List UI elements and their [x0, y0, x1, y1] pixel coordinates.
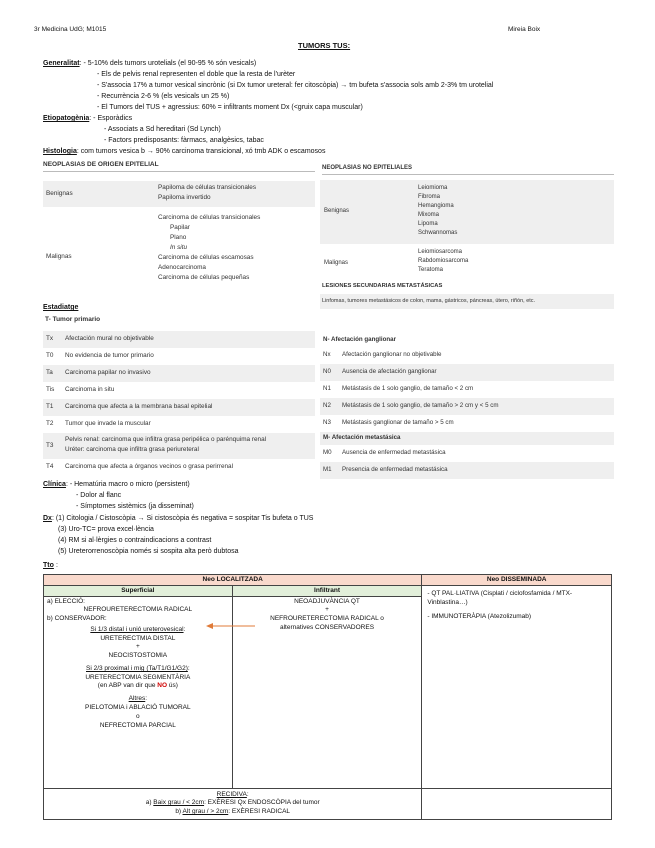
n-row-n3: N3 Metástasis ganglionar de tamaño > 5 cm [323, 419, 454, 426]
n-row-nx: Nx Afectación ganglionar no objetivable [323, 351, 442, 358]
no-epitelial-benign-3: Mixoma [418, 211, 440, 218]
epitelial-malign-2: Plano [170, 234, 187, 241]
generalitats-line-1: - Els de pelvis renal representen el doble que la resta de l'urèter [97, 71, 296, 78]
recidiva-a: a) Baix grau / < 2cm: EXÈRESI Qx ENDOSCÒPIA del tumor [145, 799, 320, 807]
disseminada-header: Neo DISSEMINADA [422, 575, 612, 586]
n-row-n0: N0 Ausencia de afectación ganglionar [320, 364, 614, 381]
disseminada-line-2: - IMMUNOTERÀPIA (Atezolizumab) [427, 612, 532, 620]
t-row-tx: Tx Afectación mural no objetivable [43, 331, 315, 348]
etiopatogenia-label: Etiopatogènia [43, 115, 90, 122]
no-epitelial-benign-4: Lipoma [418, 220, 438, 227]
clinica-line-0: : - Hematúria macro o micro (persistent) [65, 481, 190, 488]
clinica-label: Clínica [43, 481, 66, 488]
sup-altres-title: Altres [128, 695, 146, 703]
inf-line-2: NEFROURETERECTOMIA RADICAL o [270, 615, 384, 623]
t-row-ta: Ta Carcinoma papilar no invasivo [43, 365, 315, 382]
n-row-n2: N2 Metástasis de 1 solo ganglio, de tamaño > 2 cm y < 5 cm [320, 398, 614, 415]
sup-distal-2: NEOCISTOSTOMIA [108, 652, 168, 660]
epitelial-benign-1: Papiloma invertido [158, 194, 211, 201]
no-epitelial-malign-2: Teratoma [418, 266, 444, 273]
sup-a-label: a) ELECCIÓ: [47, 597, 85, 605]
clinica-line-2: - Símptomes sistèmics (ja disseminat) [76, 503, 194, 510]
histologia-section [43, 148, 325, 156]
no-epitelial-malign-list [418, 248, 468, 275]
generalitats-line-3: - Recurrència 2-6 % (els vesicals un 25 %) [97, 93, 230, 100]
etiopatogenia-line-1: - Associats a Sd hereditari (Sd Lynch) [104, 126, 221, 133]
recidiva-b: b) Alt grau / > 2cm: EXÈRESI RADICAL [175, 808, 291, 816]
sup-altres-2: NEFRECTOMIA PARCIAL [99, 721, 176, 729]
no-epitelial-malign-label: Malignas [324, 260, 349, 266]
epitelial-malign-label: Malignas [46, 253, 72, 260]
etiopatogenia-line-0: : - Esporàdics [89, 115, 133, 122]
epitelial-malign-4: Carcinoma de células escamosas [158, 254, 254, 261]
disseminada-line-1: - QT PAL·LIATIVA (Cisplati / ciclofosfamida / MTX-Vinblastina…) [427, 589, 573, 607]
sup-distal-plus: + [135, 643, 140, 651]
tto-label: Tto [43, 562, 54, 569]
sup-distal-1: URETERECTMIA DISTAL [100, 634, 176, 642]
tto-table [43, 574, 612, 820]
no-epitelial-benign-list [418, 184, 457, 237]
generalitats-line-4: - El Tumors del TUS + agressius: 60% = infiltrants moment Dx (<gruix capa muscular) [97, 104, 363, 111]
secundarias-heading: LESIONES SECUNDARIAS METASTÁSICAS [322, 283, 443, 289]
sup-distal-title: Si 1/3 distal i unió ureterovesical [90, 625, 184, 633]
sup-altres-o: o [136, 712, 140, 720]
epitelial-heading: NEOPLASIAS DE ORIGEN EPITELIAL [43, 161, 315, 172]
etiopatogenia-line-2: - Factors predisposants: fàrmacs, analgèsics, tabac [104, 137, 264, 144]
sup-a-option: NEFROURETERECTOMIA RADICAL [83, 606, 193, 614]
sup-abp-note: (en ABP van dir que NO ús) [97, 682, 178, 690]
clinica-line-1: - Dolor al flanc [76, 492, 122, 499]
course-label: 3r Medicina UdG; M1015 [34, 26, 107, 33]
epitelial-malign-1: Papilar [170, 224, 190, 231]
histologia-label: Histologia [43, 148, 77, 155]
conservador-arrow-icon [205, 620, 257, 632]
n-row-n1: N1 Metástasis de 1 solo ganglio, de tamaño < 2 cm [323, 385, 474, 392]
m-row-m1: M1 Presencia de enfermedad metastásica [320, 462, 614, 479]
dx-label: Dx [43, 515, 52, 522]
estadiatge-label: Estadiatge [43, 304, 79, 311]
t-row-tis: Tis Carcinoma in situ [46, 386, 115, 393]
sup-altres-1: PIELOTOMIA i ABLACIÓ TUMORAL [85, 704, 191, 712]
epitelial-malign-5: Adenocarcinoma [158, 264, 206, 271]
author-label: Mireia Boix [508, 26, 541, 33]
epitelial-malign-6: Carcinoma de células pequeñas [158, 274, 250, 281]
t-row-t0: T0 No evidencia de tumor primario [46, 352, 154, 359]
inf-plus: + [325, 606, 329, 614]
generalitats-line-0: : - 5-10% dels tumors urotelials (el 90-95 % són vesicals) [79, 60, 257, 67]
no-epitelial-benign-label: Benignas [324, 208, 350, 214]
t-row-t1: T1 Carcinoma que afecta a la membrana basal epitelial [43, 399, 315, 416]
sup-proximal-1: URETERECTOMIA SEGMENTÀRIA [85, 673, 191, 681]
recidiva-title: RECIDIVA [216, 790, 247, 798]
histologia-text: : com tumors vesica b → 90% carcinoma transicional, xó tmb ADK o escamosos [76, 148, 326, 155]
m-heading: M- Afectación metastásica [320, 432, 614, 445]
superficial-cell: a) ELECCIÓ: NEFROURETERECTOMIA RADICAL b) CONSERVADOR: Si 1/3 distal i unió ureterovesical: URETERECTMIA DISTAL + NEOCISTOSTOMIA Si 2/3 proximal i mig (Ta/T1/G1/G2): URETERECTOMIA SEGMENTÀRIA (en ABP van dir que NO ús) Altres: PIELOTOMIA i ABLACIÓ TUMORAL o NEFRECTOMIA PARCIAL [44, 596, 233, 788]
inf-line-1: NEOADJUVÀNCIA QT [294, 597, 360, 605]
t-row-t2: T2 Tumor que invade la muscular [46, 420, 151, 427]
dx-line-2: (4) RM si al·lèrgies o contraindicacions a contrast [58, 537, 212, 544]
n-heading: N- Afectación ganglionar [323, 336, 396, 343]
m-row-m0: M0 Ausencia de enfermedad metastásica [323, 449, 446, 456]
no-epitelial-benign-1: Fibroma [418, 193, 441, 200]
infiltrant-cell [232, 596, 422, 788]
secundarias-text: Linfomas, tumores metastásicos de colon, mama, gástricos, páncreas, útero, riñón, etc. [322, 298, 536, 304]
generalitats-line-2: - S'associa 17% a tumor vesical sincrònic (si Dx tumor ureteral: fer citoscòpia) → tm bufeta s'associa sols amb 2-3% tm urotelial [97, 82, 494, 89]
no-epitelial-malign-1: Rabdomiosarcoma [418, 257, 469, 264]
epitelial-malign-0: Carcinoma de células transicionales [158, 214, 261, 221]
t-heading: T- Tumor primario [45, 316, 101, 323]
no-epitelial-heading: NEOPLASIAS NO EPITELIALES [322, 165, 614, 175]
dx-line-0: : (1) Citologia / Cistoscòpia → Si cistoscòpia és negativa = sospitar Tis bufeta o TUS [51, 515, 314, 522]
dx-line-1: (3) Uro-TC= prova excel·lència [58, 526, 154, 533]
sup-proximal-title: Si 2/3 proximal i mig (Ta/T1/G1/G2) [86, 664, 188, 672]
page-title: TUMORS TUS: [298, 41, 351, 50]
no-epitelial-benign-0: Leiomioma [418, 185, 448, 191]
localitzada-header: Neo LOCALITZADA [44, 575, 422, 586]
no-epitelial-benign-5: Schwannomas [418, 229, 458, 236]
dx-line-3: (5) Ureterorrenoscòpia només si sospita alta però dubtosa [58, 548, 239, 555]
sup-b-label: b) CONSERVADOR: [47, 615, 107, 623]
superficial-header: Superficial [44, 585, 233, 596]
no-epitelial-benign-2: Hemangioma [418, 202, 454, 209]
disseminada-cell [422, 585, 612, 788]
t-row-t4: T4 Carcinoma que afecta a órganos vecinos o grasa perirrenal [46, 463, 234, 470]
infiltrant-header: Infiltrant [232, 585, 422, 596]
generalitats-label: Generalitat [43, 60, 80, 67]
epitelial-malign-3: In situ [170, 244, 188, 251]
no-epitelial-malign-0: Leiomiosarcoma [418, 249, 463, 255]
recidiva-cell: RECIDIVA: a) Baix grau / < 2cm: EXÈRESI Qx ENDOSCÒPIA del tumor b) Alt grau / > 2cm: EXÈRESI RADICAL [44, 788, 422, 819]
epitelial-benign-label: Benignas [46, 190, 73, 197]
inf-line-3: alternatives CONSERVADORES [280, 623, 375, 631]
t-row-t3: T3 Pelvis renal: carcinoma que infiltra grasa peripélica o parénquima renal Uréter: carcinoma que infiltra grasa periureteral [43, 433, 315, 459]
epitelial-benign-0: Papiloma de células transicionales [158, 184, 257, 191]
